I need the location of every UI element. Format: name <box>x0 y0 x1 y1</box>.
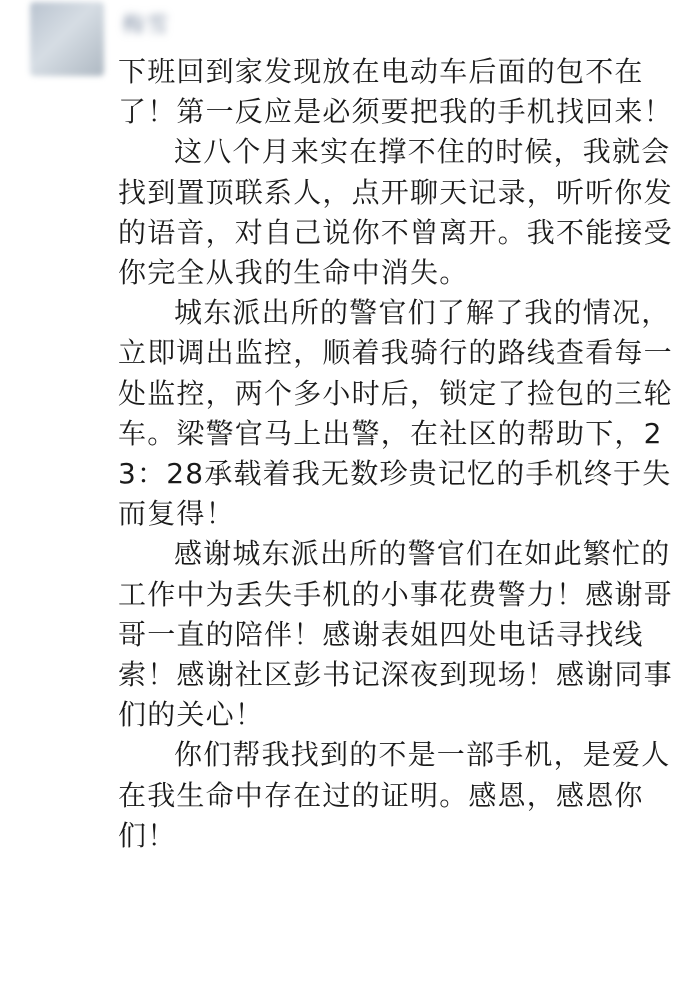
post-text <box>118 52 678 856</box>
author-name[interactable]: 梅雪 <box>122 13 171 38</box>
post-paragraph-2: 这八个月来实在撑不住的时候，我就会找到置顶联系人，点开聊天记录，听听你发的语音，对自己说你不曾离开。我不能接受你完全从我的生命中消失。 <box>118 135 673 290</box>
avatar[interactable] <box>30 2 104 76</box>
post-paragraph-3: 城东派出所的警官们了解了我的情况，立即调出监控，顺着我骑行的路线查看每一处监控，两个多小时后，锁定了捡包的三轮车。梁警官马上出警，在社区的帮助下，23：28承载着我无数珍贵记忆的手机终于失而复得！ <box>118 296 673 531</box>
post-paragraph-5: 你们帮我找到的不是一部手机，是爱人在我生命中存在过的证明。感恩，感恩你们！ <box>118 738 671 852</box>
post-paragraph-4: 感谢城东派出所的警官们在如此繁忙的工作中为丢失手机的小事花费警力！感谢哥哥一直的陪伴！感谢表姐四处电话寻找线索！感谢社区彭书记深夜到现场！感谢同事们的关心！ <box>118 537 673 732</box>
post-paragraph-1: 下班回到家发现放在电动车后面的包不在了！第一反应是必须要把我的手机找回来！ <box>118 55 673 129</box>
